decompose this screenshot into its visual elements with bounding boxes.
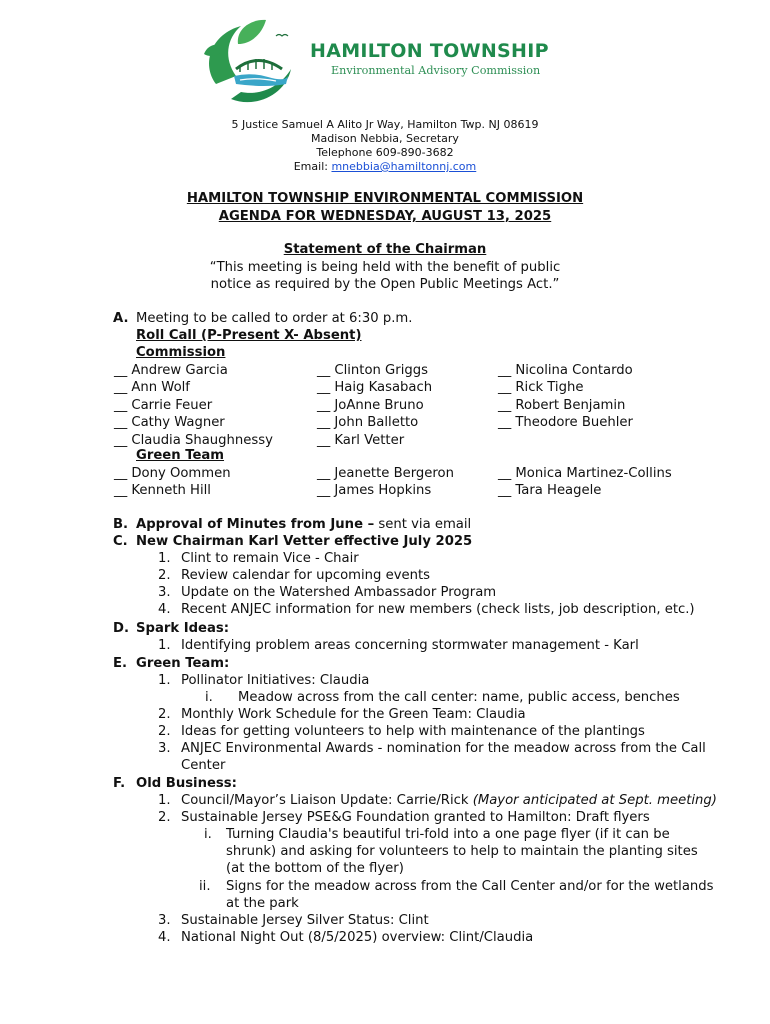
sublist-item: Turning Claudia's beautiful tri-fold into a one page flyer (if it can be <box>226 827 670 842</box>
green-col1 <box>114 465 231 500</box>
roll-entry: __ Dony Oommen <box>114 466 231 481</box>
list-num: 4. <box>158 602 171 617</box>
commission-col1 <box>114 362 273 449</box>
statement-line1: “This meeting is being held with the benefit of public <box>209 260 561 275</box>
email-label: Email: <box>293 160 332 173</box>
sublist-num: ii. <box>199 879 211 894</box>
section-b-normal: sent via email <box>374 517 472 532</box>
section-d-heading: Spark Ideas: <box>136 621 230 636</box>
roll-entry: __ Carrie Feuer <box>114 397 213 413</box>
logo <box>196 14 296 106</box>
list-num: 2. <box>158 707 171 722</box>
list-num: 1. <box>158 638 171 653</box>
sublist-item: Signs for the meadow across from the Call Center and/or for the wetlands <box>226 879 714 894</box>
list-num: 1. <box>158 793 171 808</box>
roll-call-heading: Roll Call (P-Present X- Absent) <box>136 328 362 343</box>
section-a-text: Meeting to be called to order at 6:30 p.m. <box>136 311 413 326</box>
list-item: Ideas for getting volunteers to help with maintenance of the plantings <box>181 724 645 739</box>
telephone: Telephone 609-890-3682 <box>316 146 454 159</box>
list-item: Monthly Work Schedule for the Green Team: Claudia <box>181 707 526 722</box>
sublist-num: i. <box>204 827 212 842</box>
list-item: Sustainable Jersey PSE&G Foundation granted to Hamilton: Draft flyers <box>181 810 650 825</box>
agenda-title-line1: HAMILTON TOWNSHIP ENVIRONMENTAL COMMISSION <box>186 191 584 206</box>
roll-entry: __ Jeanette Bergeron <box>317 466 454 481</box>
list-num: 2. <box>158 724 171 739</box>
list-item: Recent ANJEC information for new members (check lists, job description, etc.) <box>181 602 695 617</box>
roll-entry: __ Karl Vetter <box>317 432 405 448</box>
roll-entry: __ Clinton Griggs <box>317 363 428 378</box>
section-d-letter: D. <box>113 621 129 636</box>
roll-entry: __ Nicolina Contardo <box>498 363 633 378</box>
commission-heading: Commission <box>136 345 226 360</box>
commission-col3 <box>498 362 633 432</box>
township-logo-icon <box>196 14 296 106</box>
section-b-bold: Approval of Minutes from June – <box>136 517 375 532</box>
list-item: Review calendar for upcoming events <box>181 568 431 583</box>
roll-entry: __ Ann Wolf <box>114 380 190 396</box>
sublist-item: Meadow across from the call center: name, public access, benches <box>238 690 680 705</box>
roll-entry: __ JoAnne Bruno <box>317 397 424 413</box>
green-col2 <box>317 465 454 500</box>
roll-entry: __ Robert Benjamin <box>498 397 626 413</box>
roll-entry: __ Claudia Shaughnessy <box>114 432 273 448</box>
green-team-heading: Green Team <box>136 448 225 463</box>
roll-entry: __ James Hopkins <box>317 483 432 499</box>
list-item: Sustainable Jersey Silver Status: Clint <box>181 913 429 928</box>
address: 5 Justice Samuel A Alito Jr Way, Hamilton Twp. NJ 08619 <box>231 118 539 131</box>
sublist-item-cont: shrunk) and asking for volunteers to help to maintain the planting sites <box>226 844 698 859</box>
section-f-letter: F. <box>113 776 126 791</box>
green-col3 <box>498 465 672 500</box>
section-e-letter: E. <box>113 656 128 671</box>
list-item-cont: Center <box>181 758 226 773</box>
list-num: 3. <box>158 585 171 600</box>
org-subtitle: Environmental Advisory Commission <box>331 64 541 77</box>
list-num: 1. <box>158 673 171 688</box>
org-title: HAMILTON TOWNSHIP <box>310 40 549 62</box>
list-num: 2. <box>158 568 171 583</box>
agenda-title-line2: AGENDA FOR WEDNESDAY, AUGUST 13, 2025 <box>218 209 552 224</box>
roll-entry: __ Tara Heagele <box>498 483 602 499</box>
sublist-num: i. <box>205 690 213 705</box>
section-a-letter: A. <box>113 311 129 326</box>
list-item: ANJEC Environmental Awards - nomination for the meadow across from the Call <box>181 741 706 756</box>
list-num: 3. <box>158 741 171 756</box>
section-c-letter: C. <box>113 534 128 549</box>
list-item <box>181 793 717 808</box>
list-item: National Night Out (8/5/2025) overview: Clint/Claudia <box>181 930 534 945</box>
roll-entry: __ Andrew Garcia <box>114 363 228 378</box>
roll-entry: __ Monica Martinez-Collins <box>498 466 672 481</box>
list-item: Update on the Watershed Ambassador Program <box>181 585 497 600</box>
email-link[interactable]: mnebbia@hamiltonnj.com <box>331 160 477 173</box>
section-e-heading: Green Team: <box>136 656 230 671</box>
list-item: Identifying problem areas concerning stormwater management - Karl <box>181 638 639 653</box>
statement-heading: Statement of the Chairman <box>283 242 487 257</box>
list-item: Pollinator Initiatives: Claudia <box>181 673 370 688</box>
list-item: Clint to remain Vice - Chair <box>181 551 359 566</box>
section-c-heading: New Chairman Karl Vetter effective July 2025 <box>136 534 473 549</box>
list-num: 3. <box>158 913 171 928</box>
list-num: 4. <box>158 930 171 945</box>
commission-col2 <box>317 362 432 449</box>
roll-entry: __ Cathy Wagner <box>114 415 225 431</box>
list-num: 2. <box>158 810 171 825</box>
email-line <box>0 160 770 175</box>
roll-entry: __ Theodore Buehler <box>498 415 633 431</box>
list-item-text: Council/Mayor’s Liaison Update: Carrie/Rick <box>181 793 473 808</box>
sublist-item-cont: (at the bottom of the flyer) <box>226 861 404 876</box>
roll-entry: __ Rick Tighe <box>498 380 584 396</box>
section-b-text <box>136 517 471 532</box>
roll-entry: __ John Balletto <box>317 415 419 431</box>
roll-entry: __ Haig Kasabach <box>317 380 433 396</box>
sublist-item-cont: at the park <box>226 896 299 911</box>
roll-entry: __ Kenneth Hill <box>114 483 211 499</box>
list-num: 1. <box>158 551 171 566</box>
list-item-italic: (Mayor anticipated at Sept. meeting) <box>472 793 717 808</box>
statement-line2: notice as required by the Open Public Meetings Act.” <box>210 277 560 292</box>
secretary: Madison Nebbia, Secretary <box>311 132 459 145</box>
section-f-heading: Old Business: <box>136 776 237 791</box>
section-b-letter: B. <box>113 517 129 532</box>
